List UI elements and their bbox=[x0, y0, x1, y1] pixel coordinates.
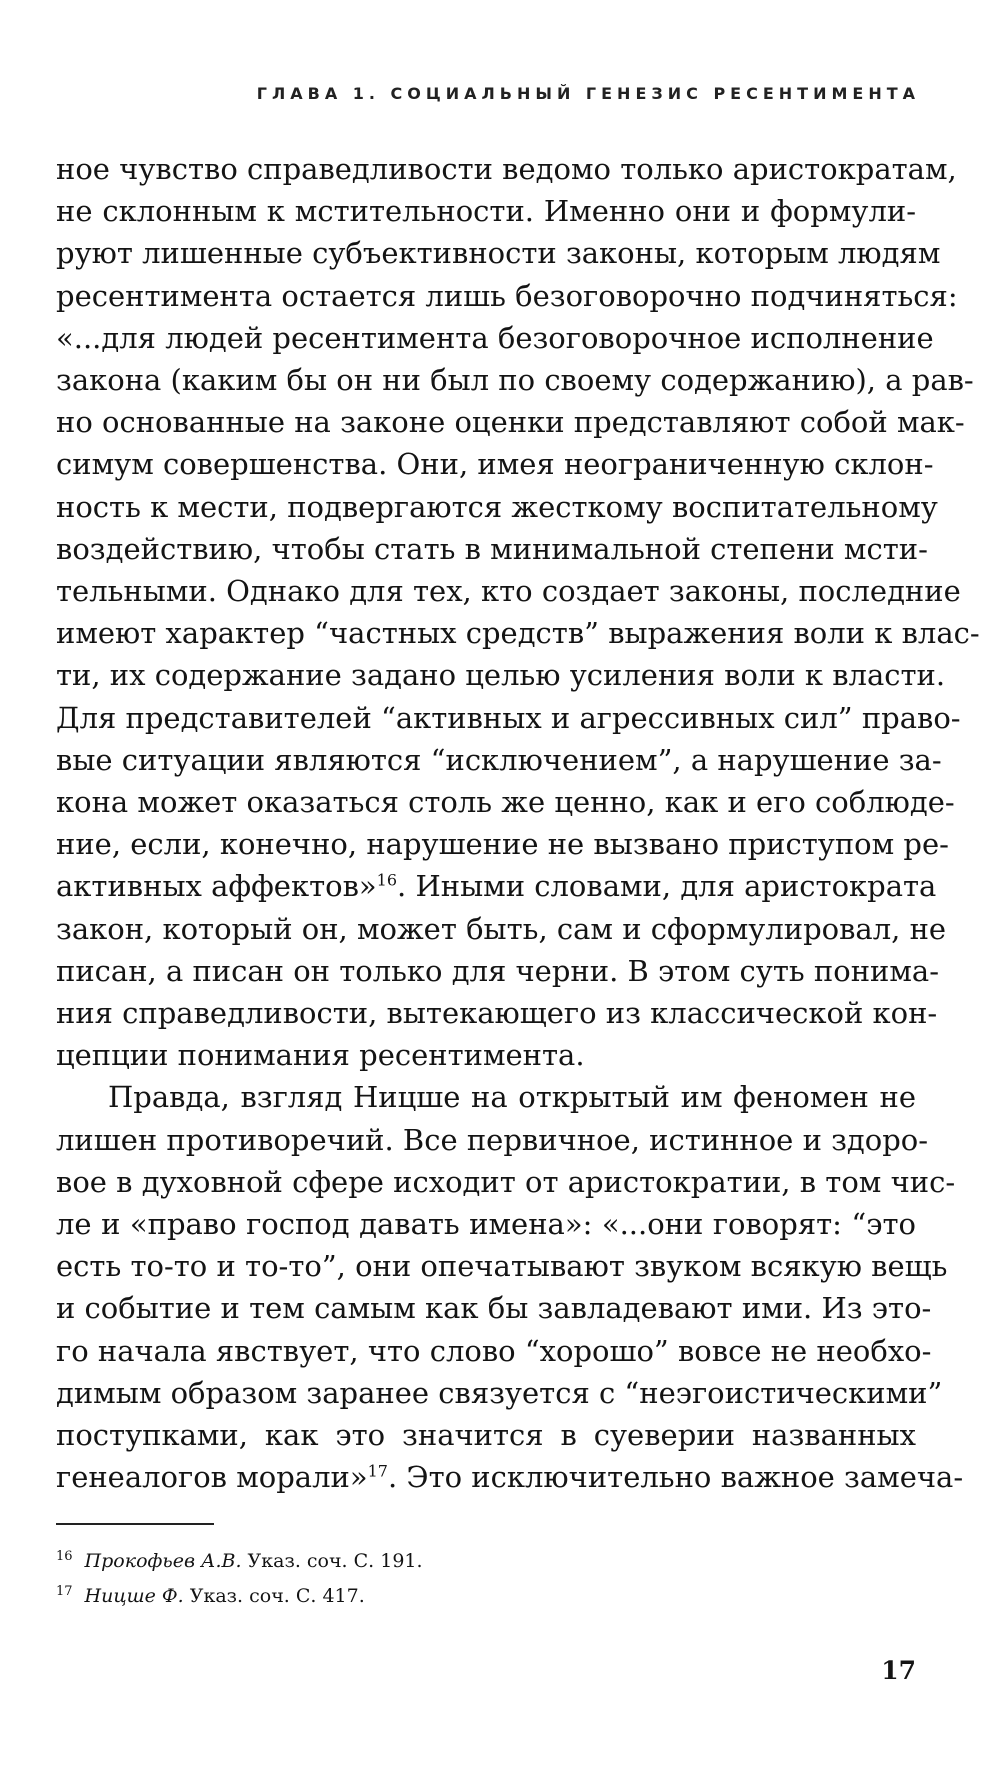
text-line: писан, а писан он только для черни. В этом суть понима- bbox=[56, 953, 939, 988]
text-line: Правда, взгляд Ницше на открытый им феномен не bbox=[108, 1080, 916, 1115]
text-line: лишен противоречий. Все первичное, истинное и здоро- bbox=[56, 1122, 929, 1157]
page-number: 17 bbox=[881, 1656, 916, 1685]
text-line: не склонным к мстительности. Именно они и формули- bbox=[56, 194, 916, 229]
text-line: цепции понимания ресентимента. bbox=[56, 1038, 585, 1073]
text-line: имеют характер “частных средств” выражения воли к влас- bbox=[56, 616, 980, 651]
text-segment: генеалогов морали» bbox=[56, 1460, 368, 1495]
footnote-text: Указ. соч. С. 417. bbox=[183, 1585, 365, 1607]
text-line: ние, если, конечно, нарушение не вызвано приступом ре- bbox=[56, 827, 949, 862]
footnote-text: Указ. соч. С. 191. bbox=[241, 1550, 423, 1572]
text-segment: . Иными словами, для аристократа bbox=[397, 869, 937, 904]
text-line: поступками, как это значится в суеверии названных bbox=[56, 1418, 916, 1453]
text-line: тельными. Однако для тех, кто создает законы, последние bbox=[56, 574, 961, 609]
text-line: ния справедливости, вытекающего из классической кон- bbox=[56, 996, 938, 1031]
text-line bbox=[56, 1456, 964, 1498]
paragraph-1 bbox=[56, 148, 980, 1076]
text-line: «...для людей ресентимента безоговорочное исполнение bbox=[56, 320, 934, 355]
footnote-number: 17 bbox=[56, 1583, 73, 1599]
text-line: димым образом заранее связуется с “неэгоистическими” bbox=[56, 1375, 943, 1410]
text-line: вые ситуации являются “исключением”, а нарушение за- bbox=[56, 742, 942, 777]
text-segment: активных аффектов» bbox=[56, 869, 377, 904]
footnote-author: Ницше Ф. bbox=[84, 1585, 184, 1607]
footnotes bbox=[56, 1544, 916, 1614]
text-line: воздействию, чтобы стать в минимальной степени мсти- bbox=[56, 531, 928, 566]
body-text bbox=[56, 148, 980, 1499]
text-line: и событие и тем самым как бы завладевают ими. Из это- bbox=[56, 1291, 932, 1326]
text-line: ти, их содержание задано целью усиления воли к власти. bbox=[56, 658, 946, 693]
footnote-divider bbox=[56, 1523, 214, 1525]
text-line: ность к мести, подвергаются жесткому воспитательному bbox=[56, 489, 938, 524]
footnote-number: 16 bbox=[56, 1548, 73, 1564]
text-segment: . Это исключительно важное замеча- bbox=[387, 1460, 964, 1495]
footnote-16 bbox=[56, 1544, 916, 1579]
text-line: ресентимента остается лишь безоговорочно подчиняться: bbox=[56, 278, 958, 313]
footnote-ref: 17 bbox=[367, 1461, 388, 1481]
text-line: го начала явствует, что слово “хорошо” вовсе не необхо- bbox=[56, 1333, 932, 1368]
footnote-17 bbox=[56, 1579, 916, 1614]
footnote-ref: 16 bbox=[376, 870, 398, 890]
text-line: закона (каким бы он ни был по своему содержанию), а рав- bbox=[56, 363, 974, 398]
text-line: ле и «право господ давать имена»: «...они говорят: “это bbox=[56, 1207, 916, 1242]
text-line: Для представителей “активных и агрессивных сил” право- bbox=[56, 700, 961, 735]
footnote-author: Прокофьев А.В. bbox=[84, 1550, 242, 1572]
text-line: ное чувство справедливости ведомо только аристократам, bbox=[56, 152, 957, 186]
text-line bbox=[56, 865, 937, 907]
running-head: ГЛАВА 1. СОЦИАЛЬНЫЙ ГЕНЕЗИС РЕСЕНТИМЕНТА bbox=[256, 84, 920, 103]
text-line: вое в духовной сфере исходит от аристократии, в том чис- bbox=[56, 1164, 956, 1199]
text-line: кона может оказаться столь же ценно, как и его соблюде- bbox=[56, 785, 955, 820]
text-line: симум совершенства. Они, имея неограниченную склон- bbox=[56, 447, 934, 482]
text-line: но основанные на законе оценки представляют собой мак- bbox=[56, 405, 965, 440]
paragraph-2 bbox=[56, 1076, 964, 1498]
text-line: закон, который он, может быть, сам и сформулировал, не bbox=[56, 911, 947, 946]
text-line: есть то-то и то-то”, они опечатывают звуком всякую вещь bbox=[56, 1249, 948, 1284]
text-line: руют лишенные субъективности законы, которым людям bbox=[56, 236, 941, 271]
